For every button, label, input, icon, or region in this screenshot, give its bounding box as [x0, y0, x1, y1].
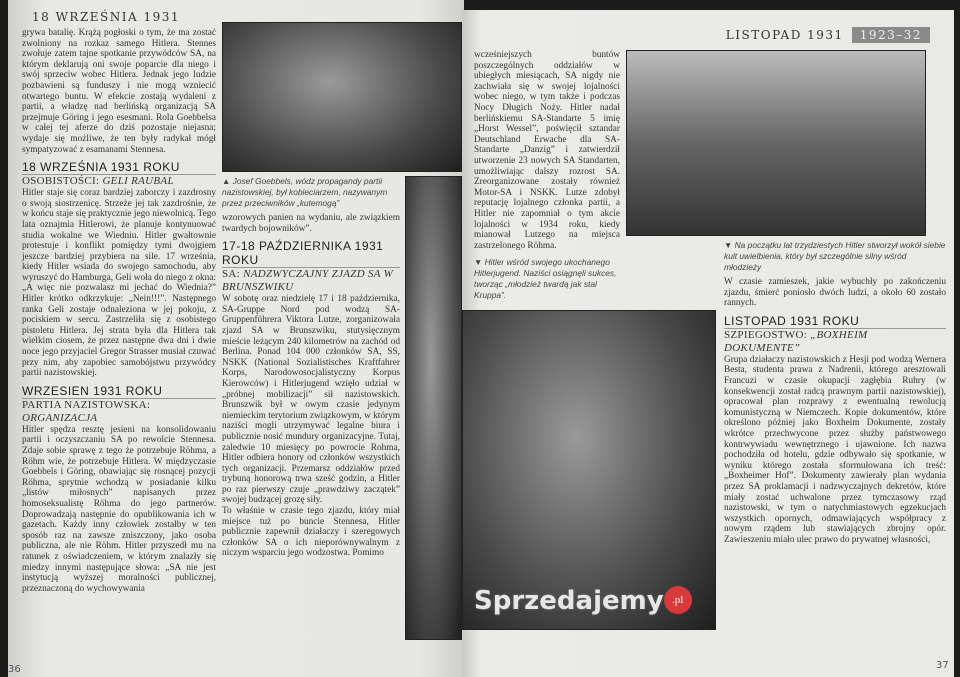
intro-text: grywa batalię. Krążą pogłoski o tym, że ma zostać zwolniony na rozkaz samego Hitlera. Stennes zwołuje zatem tajne spotkanie przywódców SA, na którym deklarują oni swoje poparcie dla niego i swój sprzeciw wobec Hitlera. Jednak jego ludzie pozbawieni są funduszy i nie mogą wzniecić otwartego buntu. W efekcie zostają wydaleni z partii, a władzę nad berlińską organizacją SA przejmuje Göring i jego esesmani. Rola Goebbelsa w całej tej aferze do dziś pozostaje niejasna; wydaje się możliwe, że ten były radykał mógł sympatyzować z esamanami Stennesa.: [22, 28, 216, 155]
section-text-2: To właśnie w czasie tego zjazdu, który miał miejsce tuż po buncie Stennesa, Hitler publicznie zapewnił działaczy i szeregowych członków SA o ich nieporównywalnym z niczym wsparciu jego wodzostwa. Pomimo: [222, 506, 400, 559]
section-boxheim: [724, 309, 946, 546]
caption-text: Hitler wśród swojego ukochanego Hitlerjugend. Naziści osiągnęli sukces, tworząc „młodzież twardą jak stal Kruppa”.: [474, 257, 617, 301]
caption-left: [474, 257, 620, 301]
riot-text: W czasie zamieszek, jakie wybuchły po zakończeniu zjazdu, śmierć poniosło dwóch ludzi, a około 60 zostało rannych.: [724, 277, 946, 309]
triangle-up-icon: ▲: [222, 176, 233, 186]
section-date: LISTOPAD 1931 ROKU: [724, 314, 946, 329]
section-label: SA:: [222, 268, 241, 281]
running-head-left: 18 WRZEŚNIA 1931: [32, 10, 181, 24]
continuation-text: wzorowych panien na wydaniu, ale związkiem twardych bojowników”.: [222, 213, 400, 234]
running-head-right: [726, 28, 930, 42]
section-text: Hitler staje się coraz bardziej zaborczy i zazdrosny o swoją siostrzenicę. Strzeże jej tak zazdrośnie, że w końcu staje się praktycznie jego niewolnicą. Tego lata oznajmia Hitlerowi, że planuje kontynuować studia wokalne we Wiedniu. Hitler gwałtownie protestuje i konflikt pomiędzy tymi dwojgiem jeszcze bardziej przybiera na sile. 17 września, kiedy Hitler wsiada do swojego samochodu, aby wyruszyć do Hamburga, Geli woła do niego z okna: „A więc nie pozwalasz mi jechać do Wiednia?” Hitler krótko odkrzykuje: „Nein!!!”. Następnego ranka Geli zostaje odnaleziona w jej pokoju, z pociskiem w sercu. Zastrzeliła się z osobistego pistoletu Hitlera. Jej strata była dla Hitlera tak wielkim ciosem, że przez następne dwa dni i dwie noce jego przyjaciel Gregor Strasser musiał czuwać przy nim, aby zapobiec samobójstwu przywódcy partii nazistowskiej.: [22, 188, 216, 379]
section-geli-raubal: [22, 155, 216, 379]
page-number-right: 37: [936, 660, 949, 671]
triangle-down-icon: ▼: [474, 257, 485, 268]
goebbels-photo: [222, 22, 462, 172]
left-column-1: [22, 28, 216, 594]
section-text: W sobotę oraz niedzielę 17 i 18 października, SA-Gruppe Nord pod wodzą SA-Gruppenführera Viktora Lutze, zorganizowała zjazd SA w Brunszwiku, stutysięcznym mieście leżącym 240 kilometrów na zachód od Berlina. Ponad 104 000 członków SA, SS, NSKK (National Sozialistisches Kraftfahrer Korps, Narodowosocjalistyczny Korpus Kierowców) i Hitlerjugend wzięło udział w „próbnej mobilizacji” sił nazistowskich. Brunszwik był w owym czasie jedynym niemieckim terytorium związkowym, w którym naziści mogli utrzymywać legalne biura i publicznie nosić mundury organizacyjne. Tutaj, zaledwie 10 miesięcy po powrocie Rohma, Hitler odbiera honory od członków wszystkich tych organizacji. Przemarsz oddziałów przed trybuną honorową trwa sześć godzin, a Hitler po raz pierwszy czuje „prawdziwy zaczątek” swojej budzącej grozę siły.: [222, 294, 400, 506]
left-page: [8, 0, 464, 677]
section-date: 17-18 PAŹDZIERNIKA 1931 ROKU: [222, 239, 400, 268]
section-date: WRZESIEN 1931 ROKU: [22, 384, 216, 399]
caption-text: Josef Goebbels, wódz propagandy partii nazistowskiej, był kobieciarzem, nazywanym przez przeciwników „kutemogą”: [222, 176, 388, 208]
period-tag: 1923–32: [852, 27, 930, 43]
right-column-1: [474, 50, 620, 301]
section-title: NADZWYCZAJNY ZJAZD SA W BRUNSZWIKU: [222, 268, 394, 294]
hitler-youth-photo: [462, 310, 716, 630]
section-title: GELI RAUBAL: [102, 175, 174, 188]
section-brunszwik: [222, 234, 400, 559]
watermark-text: Sprzedajemy: [474, 586, 664, 616]
section-title: ORGANIZACJA: [22, 411, 98, 424]
section-text: Grupa działaczy nazistowskich z Hesji pod wodzą Wernera Besta, studenta prawa z Nadrenii, którego aresztowali Francuzi w czasie okupacji zagłębia Ruhry (w konsekwencji został radcą prawnym partii nazistowskiej), opracował plan rozprawy z ewentualną rewolucją komunistyczną w Niemczech. Kopie dokumentów, które określono później jako Boxheim Dokumente, zostały wkrótce przechwycone przez służby państwowego kontrwywiadu wewnętrznego i ujawnione. Ich nazwa pochodziła od hotelu, gdzie odbywało się spotkanie, w wyniku którego została sformułowana ich treść: „Boxheimer Hof”. Dokumenty zawierały plan wydania przez SA proklamacji i nadzwyczajnych dekretów, które miały zostać uchwalone przez tymczasowy rząd nazistowski, w tym o natychmiastowych egzekucjach wszystkich opornych, odmawiających współpracy z nowym rządem lub stawiających zbrojny opór. Zawieszeniu miało ulec prawo do prywatnej własności,: [724, 354, 946, 545]
section-organizacja: [22, 379, 216, 595]
section-label: PARTIA NAZISTOWSKA:: [22, 398, 151, 411]
watermark-logo: [474, 586, 692, 616]
photo-caption: [222, 176, 400, 209]
hitlerjugend-photo-left: [405, 176, 462, 640]
right-page: [462, 10, 954, 677]
page-number-left: 36: [8, 664, 21, 675]
section-date: 18 WRZEŚNIA 1931 ROKU: [22, 160, 216, 175]
section-label: OSOBISTOŚCI:: [22, 175, 100, 188]
top-text: wcześniejszych buntów poszczególnych oddziałów w ubiegłych miesiącach, SA nigdy nie zachwiała się w swojej lojalności wobec niego, w tym także i podczas Nocy Długich Noży. Hitler nadał berlińskiemu SA-Standarte 5 imię „Horst Wessel”, poświęcił sztandar Deutschland Erwache dla SA-Standarte „Danzig” i zatwierdził utworzenie 23 nowych SA Standarten, umożliwiając dalszy rozrost SA. Zreorganizowane zostały również Motor-SA i NSKK. Lutze zdobył reputację lojalnego członka partii, a Hitler nie zapomniał o tym akcie lojalności w 1934 roku, kiedy mianował Lutzego na miejsca zastrzelonego Röhma.: [474, 50, 620, 251]
section-title: „BOXHEIM DOKUMENTE”: [724, 328, 868, 354]
watermark-badge: .pl: [664, 586, 692, 614]
left-column-2: [222, 176, 400, 559]
triangle-down-icon: ▼: [724, 240, 735, 250]
caption-right: [724, 240, 946, 273]
section-text: Hitler spędza resztę jesieni na konsolidowaniu partii i oczyszczaniu SA po rewolcie Stennesa. Zdaje sobie sprawę z tego że potrzebuje Röhma, a Röhm wie, że potrzebuje Hitlera. W międzyczasie Goebbels i Göring, obawiając się rosnącej pozycji Röhma, sprytnie wchodzą w posiadanie kilku „listów miłosnych” napisanych przez homoseksualistę Röhma do jego partnerów. Doprowadzają następnie do opublikowania ich w gazetach. Każdy inny człowiek zostałby w ten sposób raz na zawsze zniszczony, jako osoba publiczna, ale nie Röhm. Hitler przyszedł mu na ratunek z oświadczeniem, w którym znalazły się miedzy innymi następujące słowa: „SA nie jest instytucją wyższej moralności publicznej, przeznaczoną do wychowywania: [22, 424, 216, 594]
caption-text: Na początku lat trzydziestych Hitler stworzył wokół siebie kult uwielbienia, który był szczególnie silny wśród młodzieży: [724, 240, 946, 272]
flag-parade-photo: [626, 50, 926, 236]
section-label: SZPIEGOSTWO:: [724, 328, 808, 341]
running-head-text: LISTOPAD 1931: [725, 28, 844, 42]
right-column-2: [724, 240, 946, 545]
